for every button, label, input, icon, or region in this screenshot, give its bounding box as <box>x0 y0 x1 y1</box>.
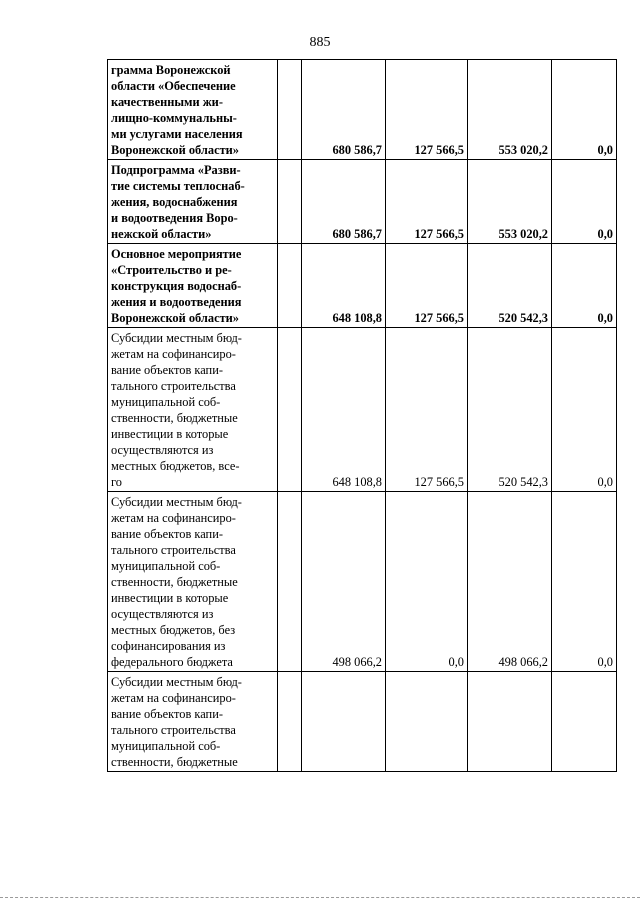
value-federal: 0,0 <box>386 492 468 672</box>
row-name-cell <box>108 60 278 160</box>
row-name-line: тального строительства <box>111 379 236 393</box>
row-name-line: жения и водоотведения <box>111 295 242 309</box>
row-name-line: ственности, бюджетные <box>111 755 238 769</box>
row-name-line: федерального бюджета <box>111 655 233 669</box>
row-name-line: Субсидии местным бюд- <box>111 495 242 509</box>
row-name-line: Воронежской области» <box>111 311 240 325</box>
table-row <box>108 328 617 492</box>
row-name-line: Субсидии местным бюд- <box>111 331 242 345</box>
value-regional: 553 020,2 <box>468 60 552 160</box>
row-name-line: области «Обеспечение <box>111 79 236 93</box>
row-name-line: тального строительства <box>111 543 236 557</box>
value-federal: 127 566,5 <box>386 160 468 244</box>
row-name-line: ственности, бюджетные <box>111 575 238 589</box>
value-local: 0,0 <box>552 244 617 328</box>
row-name-line: жения, водоснабжения <box>111 195 238 209</box>
row-name-cell <box>108 328 278 492</box>
row-name-line: «Строительство и ре- <box>111 263 232 277</box>
row-name-line: жетам на софинансиро- <box>111 691 236 705</box>
budget-table <box>107 59 617 772</box>
empty-cell <box>278 244 302 328</box>
row-name-line: вание объектов капи- <box>111 363 223 377</box>
value-total: 648 108,8 <box>302 328 386 492</box>
value-federal: 127 566,5 <box>386 60 468 160</box>
row-name-line: инвестиции в которые <box>111 591 229 605</box>
value-total <box>302 672 386 772</box>
value-local: 0,0 <box>552 492 617 672</box>
row-name-line: Субсидии местным бюд- <box>111 675 242 689</box>
row-name-line: нежской области» <box>111 227 212 241</box>
value-local: 0,0 <box>552 160 617 244</box>
table-row <box>108 244 617 328</box>
empty-cell <box>278 672 302 772</box>
value-regional: 498 066,2 <box>468 492 552 672</box>
value-federal: 127 566,5 <box>386 244 468 328</box>
row-name-line: муниципальной соб- <box>111 559 221 573</box>
value-local: 0,0 <box>552 328 617 492</box>
row-name-cell <box>108 244 278 328</box>
row-name-line: конструкция водоснаб- <box>111 279 242 293</box>
table-row <box>108 60 617 160</box>
table-row <box>108 492 617 672</box>
row-name-line: качественными жи- <box>111 95 223 109</box>
value-local <box>552 672 617 772</box>
value-total: 680 586,7 <box>302 160 386 244</box>
value-federal: 127 566,5 <box>386 328 468 492</box>
row-name-line: муниципальной соб- <box>111 395 221 409</box>
row-name-line: инвестиции в которые <box>111 427 229 441</box>
row-name-line: местных бюджетов, без <box>111 623 236 637</box>
row-name-line: Основное мероприятие <box>111 247 242 261</box>
value-total: 680 586,7 <box>302 60 386 160</box>
empty-cell <box>278 328 302 492</box>
value-federal <box>386 672 468 772</box>
empty-cell <box>278 492 302 672</box>
empty-cell <box>278 60 302 160</box>
row-name-line: вание объектов капи- <box>111 707 223 721</box>
page-number: 885 <box>309 35 331 50</box>
row-name-line: муниципальной соб- <box>111 739 221 753</box>
row-name-line: Воронежской области» <box>111 143 240 157</box>
row-name-cell <box>108 492 278 672</box>
row-name-line: грамма Воронежской <box>111 63 231 77</box>
row-name-cell <box>108 160 278 244</box>
page-bottom-rule <box>0 897 640 898</box>
row-name-line: местных бюджетов, все- <box>111 459 240 473</box>
row-name-line: и водоотведения Воро- <box>111 211 238 225</box>
row-name-line: осуществляются из <box>111 443 214 457</box>
row-name-line: тального строительства <box>111 723 236 737</box>
value-local: 0,0 <box>552 60 617 160</box>
row-name-line: ственности, бюджетные <box>111 411 238 425</box>
row-name-line: осуществляются из <box>111 607 214 621</box>
row-name-line: жетам на софинансиро- <box>111 511 236 525</box>
value-total: 648 108,8 <box>302 244 386 328</box>
value-total: 498 066,2 <box>302 492 386 672</box>
row-name-line: ми услугами населения <box>111 127 243 141</box>
value-regional: 520 542,3 <box>468 328 552 492</box>
value-regional: 520 542,3 <box>468 244 552 328</box>
row-name-line: го <box>111 475 122 489</box>
row-name-line: софинансирования из <box>111 639 226 653</box>
value-regional: 553 020,2 <box>468 160 552 244</box>
table-row <box>108 160 617 244</box>
row-name-line: Подпрограмма «Разви- <box>111 163 241 177</box>
row-name-cell <box>108 672 278 772</box>
row-name-line: жетам на софинансиро- <box>111 347 236 361</box>
row-name-line: лищно-коммунальны- <box>111 111 237 125</box>
row-name-line: вание объектов капи- <box>111 527 223 541</box>
value-regional <box>468 672 552 772</box>
row-name-line: тие системы теплоснаб- <box>111 179 245 193</box>
table-row <box>108 672 617 772</box>
empty-cell <box>278 160 302 244</box>
